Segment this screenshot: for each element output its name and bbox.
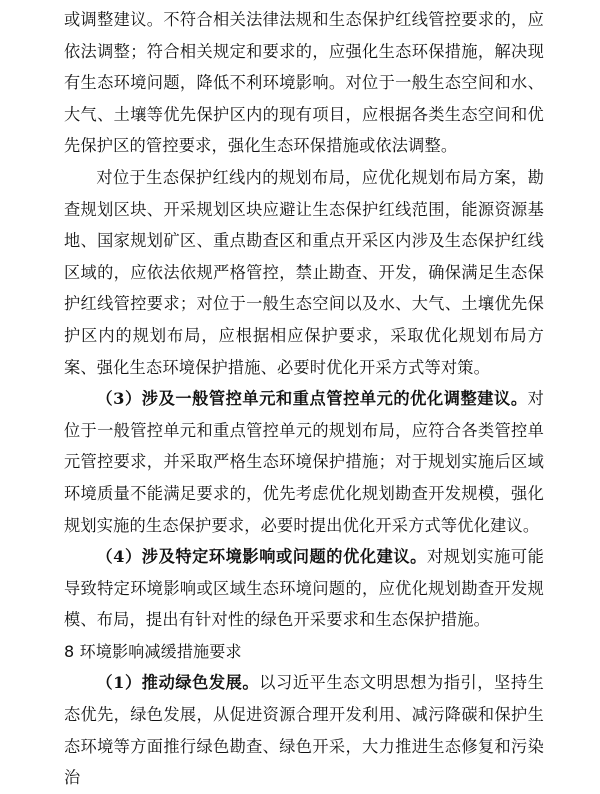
paragraph-5-body: 以习近平生态文明思想为指引，坚持生态优先，绿色发展，从促进资源合理开发利用、减污降碳和保护生态环境等方面推行绿色勘查、绿色开采，大力推进生态修复和污染治 [64,673,544,788]
paragraph-2: 对位于生态保护红线内的规划布局，应优化规划布局方案，勘查规划区块、开采规划区块应避让生态保护红线范围，能源资源基地、国家规划矿区、重点勘查区和重点开采区内涉及生态保护红线区域的，应依法依规严格管控，禁止勘查、开发，确保满足生态保护红线管控要求；对位于一般生态空间以及水、大气、土壤优先保护区内的规划布局，应根据相应保护要求，采取优化规划布局方案、强化生态环境保护措施、必要时优化开采方式等对策。 [64,167,544,377]
paragraph-1: 或调整建议。不符合相关法律法规和生态保护红线管控要求的，应依法调整；符合相关规定和要求的，应强化生态环保措施，解决现有生态环境问题，降低不利环境影响。对位于一般生态空间和水、大气、土壤等优先保护区内的现有项目，应根据各类生态空间和优先保护区的管控要求，强化生态环保措施或依法调整。 [64,10,544,156]
paragraph-5-lead: （1）推动绿色发展。 [96,673,260,693]
paragraph-4 [64,541,544,636]
paragraph-4-body: 对规划实施可能导致特定环境影响或区域生态环境问题的，应优化规划勘查开发规模、布局，提出有针对性的绿色开采要求和生态保护措施。 [64,547,545,630]
paragraph-3-body: 对位于一般管控单元和重点管控单元的规划布局，应符合各类管控单元管控要求，并采取严格生态环境保护措施；对于规划实施后区域环境质量不能满足要求的，优先考虑优化规划勘查开发规模，强化规划实施的生态保护要求，必要时提出优化开采方式等优化建议。 [64,389,544,535]
paragraph-3-lead: （3）涉及一般管控单元和重点管控单元的优化调整建议。 [96,389,528,409]
paragraph-4-lead: （4）涉及特定环境影响或问题的优化建议。 [96,547,427,567]
paragraph-5 [64,667,544,793]
paragraph-3 [64,383,544,541]
section-heading: 8 环境影响减缓措施要求 [64,641,242,661]
